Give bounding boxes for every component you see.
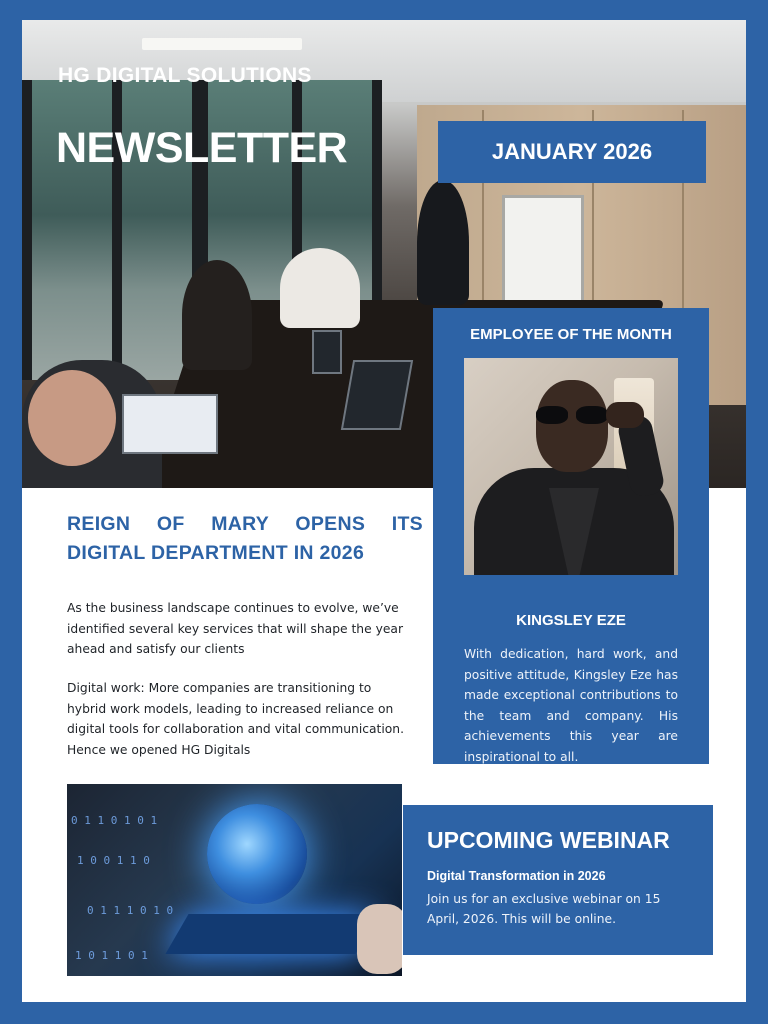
attendee [280, 248, 360, 328]
employee-description: With dedication, hard work, and positive attitude, Kingsley Eze has made exceptional contributions to the team and company. His achievements this year are inspirational to all. [464, 647, 678, 764]
hand [606, 402, 644, 428]
employee-photo [464, 358, 678, 575]
employee-of-month-card [433, 308, 709, 764]
hand-graphic [357, 904, 402, 974]
binary-code-decoration: 0 1 1 1 0 1 0 [87, 904, 174, 917]
laptop [312, 330, 342, 374]
window-frame [22, 80, 32, 380]
article-paragraph: As the business landscape continues to evolve, we’ve identified several key services that will shape the year ahead and satisfy our clients [67, 601, 404, 656]
employee-of-month-heading: EMPLOYEE OF THE MONTH [470, 326, 672, 343]
newsletter-title: NEWSLETTER [56, 124, 348, 172]
laptop [341, 360, 413, 430]
webinar-subtitle: Digital Transformation in 2026 [427, 869, 606, 883]
webinar-title: UPCOMING WEBINAR [427, 827, 670, 853]
article-paragraph: Digital work: More companies are transitioning to hybrid work models, leading to increased reliance on digital tools for collaboration and vital communication. Hence we opened HG Digitals [67, 681, 405, 757]
binary-code-decoration: 1 0 0 1 1 0 [77, 854, 150, 867]
webinar-description: Join us for an exclusive webinar on 15 April, 2026. This will be online. [427, 892, 661, 926]
issue-date: JANUARY 2026 [438, 121, 706, 183]
laptop-chart [122, 394, 218, 454]
webinar-box [403, 805, 713, 955]
article-headline: REIGN OF MARY OPENS ITS DIGITAL DEPARTMENT IN 2026 [67, 513, 423, 564]
footer-bar [22, 1002, 746, 1024]
ceiling-light [142, 38, 302, 50]
binary-code-decoration: 1 0 1 1 0 1 [75, 949, 148, 962]
attendee [182, 260, 252, 370]
globe-graphic [207, 804, 307, 904]
digital-globe-image [67, 784, 402, 976]
binary-code-decoration: 0 1 1 0 1 0 1 [71, 814, 158, 827]
whiteboard [502, 195, 584, 305]
head [536, 380, 608, 472]
sunglasses [536, 406, 610, 424]
employee-name: KINGSLEY EZE [516, 612, 626, 629]
company-name: HG DIGITAL SOLUTIONS [58, 64, 312, 87]
tablet-graphic [165, 914, 378, 954]
newsletter-page [22, 20, 746, 1024]
presenter [417, 180, 469, 305]
attendee-head [28, 370, 116, 466]
